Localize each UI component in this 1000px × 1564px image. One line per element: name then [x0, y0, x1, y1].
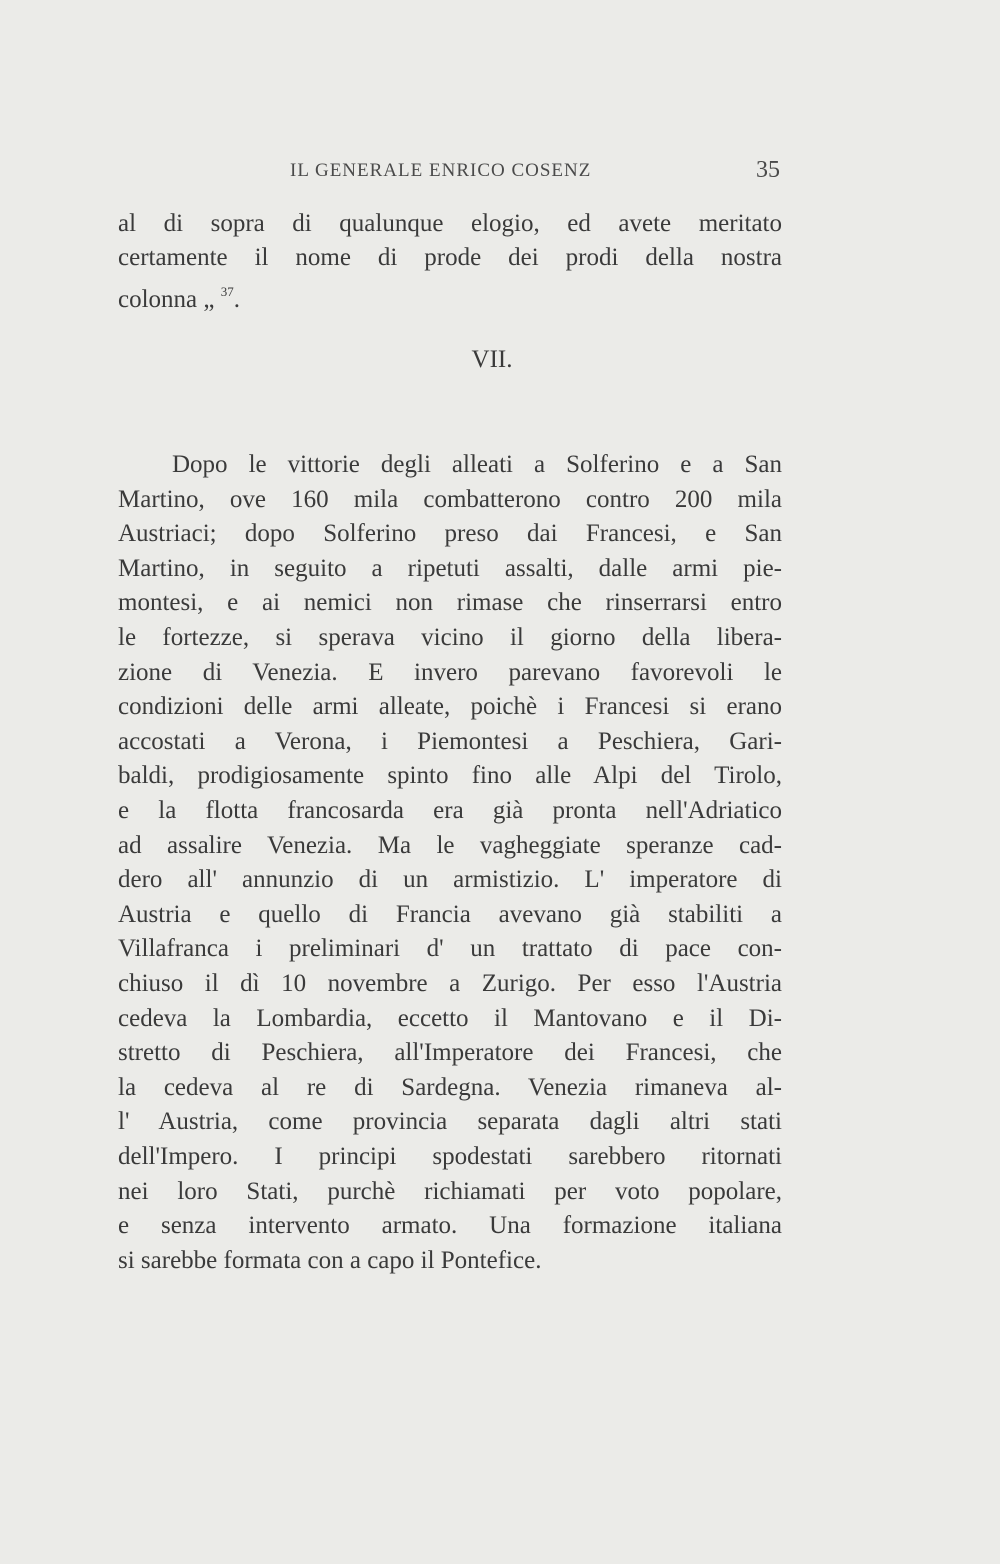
- paragraph-line: stretto di Peschiera, all'Imperatore dei Francesi, che: [118, 1039, 782, 1066]
- paragraph-line: Martino, in seguito a ripetuti assalti, dalle armi pie-: [118, 555, 782, 582]
- paragraph-line: Austria e quello di Francia avevano già stabiliti a: [118, 901, 782, 928]
- carryover-line: al di sopra di qualunque elogio, ed avete meritato: [118, 210, 782, 237]
- section-heading: [0, 346, 1000, 374]
- paragraph-line: zione di Venezia. E invero parevano favorevoli le: [118, 659, 782, 686]
- paragraph-line: le fortezze, si sperava vicino il giorno della libera-: [118, 624, 782, 651]
- paragraph-line: Dopo le vittorie degli alleati a Solferino e a San: [172, 451, 782, 478]
- carryover-line-text: colonna „: [118, 286, 215, 313]
- paragraph-line: la cedeva al re di Sardegna. Venezia rimaneva al-: [118, 1074, 782, 1101]
- carryover-line: [118, 275, 782, 313]
- paragraph-line: ad assalire Venezia. Ma le vagheggiate speranze cad-: [118, 832, 782, 859]
- page-number: 35: [756, 157, 780, 183]
- running-title: IL GENERALE ENRICO COSENZ: [290, 160, 592, 181]
- paragraph-line: e la flotta francosarda era già pronta nell'Adriatico: [118, 797, 782, 824]
- paragraph-line: dell'Impero. I principi spodestati sarebbero ritornati: [118, 1143, 782, 1170]
- paragraph-line: dero all' annunzio di un armistizio. L' imperatore di: [118, 866, 782, 893]
- paragraph-line: e senza intervento armato. Una formazione italiana: [118, 1212, 782, 1239]
- paragraph-line: chiuso il dì 10 novembre a Zurigo. Per esso l'Austria: [118, 970, 782, 997]
- paragraph-line: condizioni delle armi alleate, poichè i Francesi si erano: [118, 693, 782, 720]
- section-heading-text: VII.: [471, 346, 513, 373]
- paragraph-line: cedeva la Lombardia, eccetto il Mantovano e il Di-: [118, 1005, 782, 1032]
- carryover-line: certamente il nome di prode dei prodi della nostra: [118, 244, 782, 271]
- paragraph-line: l' Austria, come provincia separata dagli altri stati: [118, 1108, 782, 1135]
- paragraph-line: Austriaci; dopo Solferino preso dai Francesi, e San: [118, 520, 782, 547]
- paragraph-line: Villafranca i preliminari d' un trattato di pace con-: [118, 935, 782, 962]
- paragraph-line: montesi, e ai nemici non rimase che rinserrarsi entro: [118, 589, 782, 616]
- carryover-line-end: .: [233, 286, 240, 313]
- paragraph-line: Martino, ove 160 mila combatterono contro 200 mila: [118, 486, 782, 513]
- paragraph-line: si sarebbe formata con a capo il Pontefice.: [118, 1247, 542, 1274]
- paragraph-line: nei loro Stati, purchè richiamati per voto popolare,: [118, 1178, 782, 1205]
- paragraph-line: baldi, prodigiosamente spinto fino alle Alpi del Tirolo,: [118, 762, 782, 789]
- paragraph-line: accostati a Verona, i Piemontesi a Peschiera, Gari-: [118, 728, 782, 755]
- footnote-marker: 37: [220, 284, 234, 299]
